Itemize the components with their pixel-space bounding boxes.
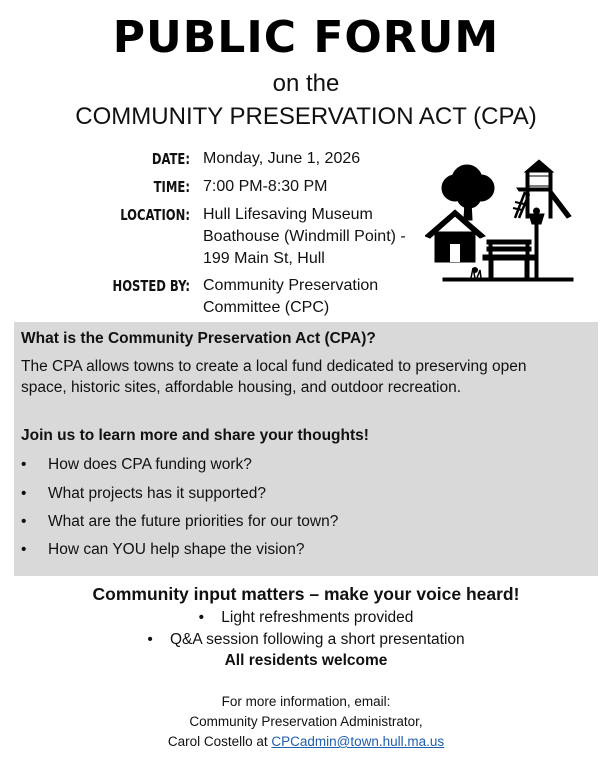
park-tree-house-playground-bench-icon [425,158,575,286]
date-value: Monday, June 1, 2026 [203,150,361,167]
forum-title: PUBLIC FORUM [112,12,500,63]
date-label: DATE: [151,150,190,168]
list-item-text: How does CPA funding work? [48,456,252,473]
location-line-3: 199 Main St, Hull [203,250,325,267]
cta-bullet-text: Light refreshments provided [221,609,414,626]
hosted-by-label: HOSTED BY: [112,277,190,295]
info-paragraph-line-1: The CPA allows towns to create a local fund dedicated to preserving open [21,358,527,375]
location-line-2: Boathouse (Windmill Point) - [203,228,406,245]
time-value: 7:00 PM-8:30 PM [203,178,328,195]
hosted-by-line-2: Committee (CPC) [203,299,330,316]
info-box: What is the Community Preservation Act (CPA)? The CPA allows towns to create a local fund dedicated to preserving open space, historic sites, affordable housing, and outdoor recreation. Join us to learn more and share your thoughts! • How does CPA funding work? • What projects has it supported? • What are the future priorities for our town? • How can YOU help shape the vision? [14,322,598,576]
email-link[interactable]: CPCadmin@town.hull.ma.us [271,734,445,749]
info-paragraph [21,356,595,398]
join-heading: Join us to learn more and share your thoughts! [21,427,369,444]
cta-heading: Community input matters – make your voice heard! [92,584,520,604]
footer-line-3 [0,734,612,749]
footer-line-2: Community Preservation Administrator, [189,714,423,729]
info-paragraph-line-2: space, historic sites, affordable housing, and outdoor recreation. [21,379,462,396]
cta-bullet: • Q&A session following a short presentation [147,631,465,648]
info-heading: What is the Community Preservation Act (CPA)? [21,330,376,347]
location-label: LOCATION: [120,206,190,224]
list-item-text: How can YOU help shape the vision? [48,541,305,558]
welcome-text: All residents welcome [224,652,388,669]
subtitle-cpa: COMMUNITY PRESERVATION ACT (CPA) [75,103,537,130]
footer-prefix: Carol Costello at [167,734,272,749]
cta-bullet-text: Q&A session following a short presentation [169,631,465,648]
location-line-1: Hull Lifesaving Museum [203,206,373,223]
time-label: TIME: [153,178,190,196]
hosted-by-line-1: Community Preservation [203,277,379,294]
cta-bullet: • Light refreshments provided [198,609,414,626]
footer-line-1: For more information, email: [221,694,391,709]
list-item-text: What projects has it supported? [48,485,266,502]
subtitle-on-the: on the [272,70,340,97]
list-item-text: What are the future priorities for our town? [48,513,339,530]
